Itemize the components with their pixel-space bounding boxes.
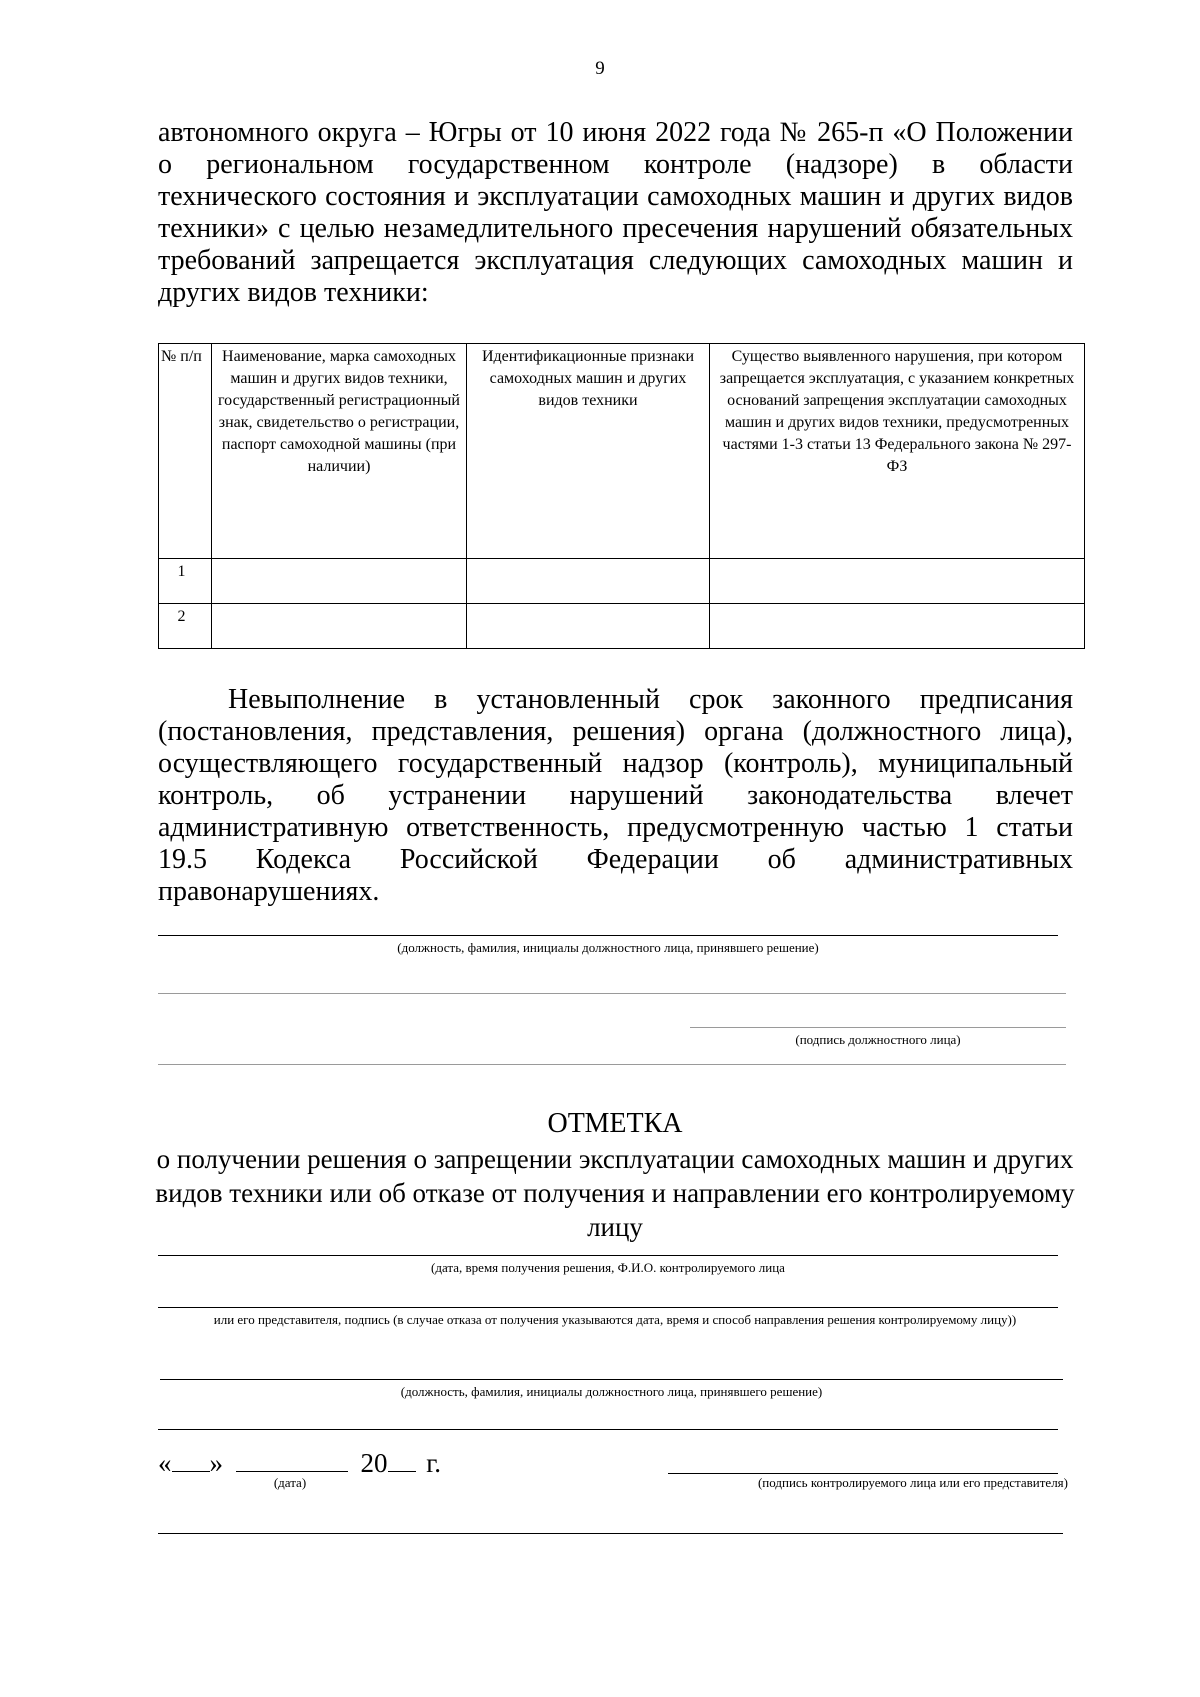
- separator-line: [158, 993, 1066, 994]
- page-number: 9: [595, 58, 605, 79]
- official-position-caption: (должность, фамилия, инициалы должностного лица, принявшего решение): [397, 940, 819, 955]
- warning-line: контроль, об устранении нарушений законодательства влечет: [158, 780, 1073, 811]
- separator-line: [158, 1429, 1058, 1430]
- close-quote: »: [209, 1448, 223, 1478]
- intro-line: о региональном государственном контроле (надзоре) в области: [158, 149, 1073, 180]
- table-header-row: [159, 344, 1085, 559]
- cell-violation[interactable]: [710, 604, 1085, 649]
- warning-line: (постановления, представления, решения) органа (должностного лица),: [158, 716, 1073, 747]
- official-position-line-2[interactable]: [160, 1379, 1063, 1380]
- receipt-date-caption: (дата, время получения решения, Ф.И.О. контролируемого лица: [431, 1260, 785, 1275]
- mark-subtitle: о получении решения о запрещении эксплуатации самоходных машин и других видов техники или об отказе от получения и направлении его контролируемому лицу: [155, 1144, 1075, 1242]
- table-row: [159, 604, 1085, 649]
- cell-violation[interactable]: [710, 559, 1085, 604]
- date-caption: (дата): [273, 1475, 307, 1490]
- day-blank[interactable]: [172, 1449, 210, 1472]
- row-number: 2: [159, 604, 212, 649]
- receipt-date-line[interactable]: [158, 1255, 1058, 1256]
- column-header-violation: Существо выявленного нарушения, при котором запрещается эксплуатация, с указанием конкретных оснований запрещения эксплуатации самоходных машин и других видов техники, предусмотренных частями 1-3 статьи 13 Федерального закона № 297-ФЗ: [710, 344, 1085, 559]
- year-prefix: 20: [360, 1448, 388, 1478]
- open-quote: «: [158, 1448, 172, 1478]
- intro-paragraph: [158, 117, 1073, 309]
- warning-line: административную ответственность, предусмотренную частью 1 статьи: [158, 812, 1073, 843]
- intro-line: других видов техники:: [158, 277, 429, 308]
- column-header-number: № п/п: [159, 344, 212, 559]
- warning-line: правонарушениях.: [158, 876, 380, 907]
- cell-identification[interactable]: [467, 604, 710, 649]
- cell-identification[interactable]: [467, 559, 710, 604]
- warning-line: Невыполнение в установленный срок законного предписания: [228, 684, 1073, 715]
- separator-line: [158, 1533, 1063, 1534]
- official-position-line[interactable]: [158, 935, 1058, 936]
- warning-line: 19.5 Кодекса Российской Федерации об административных: [158, 844, 1073, 875]
- year-blank[interactable]: [388, 1449, 416, 1472]
- official-signature-line[interactable]: [690, 1027, 1066, 1028]
- cell-name[interactable]: [212, 559, 467, 604]
- liability-paragraph: [158, 684, 1073, 908]
- warning-line: осуществляющего государственный надзор (контроль), муниципальный: [158, 748, 1073, 779]
- column-header-name: Наименование, марка самоходных машин и других видов техники, государственный регистрационный знак, свидетельство о регистрации, паспорт самоходной машины (при наличии): [212, 344, 467, 559]
- cell-name[interactable]: [212, 604, 467, 649]
- table-row: [159, 559, 1085, 604]
- separator-line: [158, 1064, 1066, 1065]
- representative-caption: или его представителя, подпись (в случае отказа от получения указываются дата, время и способ направления решения контролируемому лицу)): [213, 1312, 1017, 1327]
- intro-line: техники» с целью незамедлительного пресечения нарушений обязательных: [158, 213, 1073, 244]
- intro-line: технического состояния и эксплуатации самоходных машин и других видов: [158, 181, 1073, 212]
- representative-line[interactable]: [158, 1307, 1058, 1308]
- column-header-identification: Идентификационные признаки самоходных машин и других видов техники: [467, 344, 710, 559]
- official-signature-caption: (подпись должностного лица): [795, 1032, 961, 1047]
- prohibited-vehicles-table: [158, 343, 1085, 649]
- row-number: 1: [159, 559, 212, 604]
- intro-line: автономного округа – Югры от 10 июня 2022 года № 265-п «О Положении: [158, 117, 1073, 148]
- person-signature-caption: (подпись контролируемого лица или его представителя): [757, 1475, 1068, 1490]
- mark-title: ОТМЕТКА: [547, 1108, 683, 1139]
- official-position-caption-2: (должность, фамилия, инициалы должностного лица, принявшего решение): [400, 1384, 823, 1399]
- year-suffix: г.: [426, 1448, 442, 1478]
- intro-line: требований запрещается эксплуатация следующих самоходных машин и: [158, 245, 1073, 276]
- month-blank[interactable]: [236, 1449, 348, 1472]
